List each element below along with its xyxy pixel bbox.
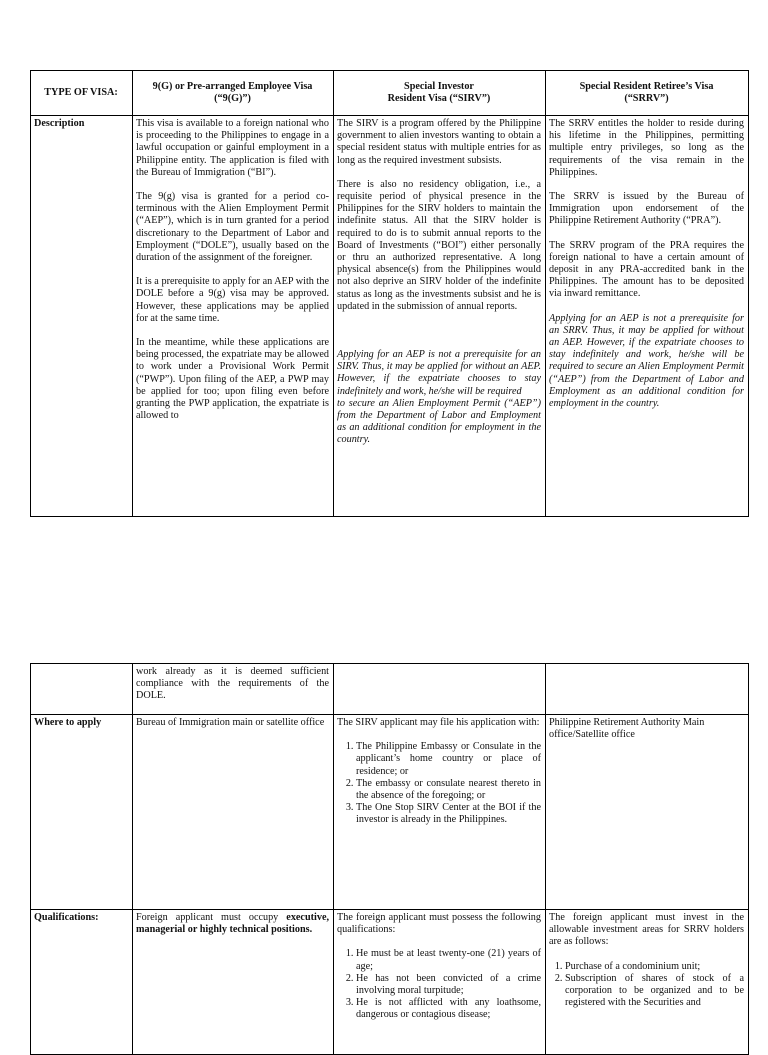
sirv-description-para: The SIRV is a program offered by the Philippine government to alien investors wanting to obtain a special resident status with multiple entries for as long as the required investment subsists. <box>337 118 541 166</box>
sirv-qual-list <box>337 948 541 1021</box>
sirv-aep-note: Applying for an AEP is not a prerequisite for an SIRV. Thus, it may be applied for without an AEP. However, if the expatriate chooses to stay indefinitely and work, he/she will be required <box>337 349 541 397</box>
srrv-aep-note: Applying for an AEP is not a prerequisite for an SRRV. Thus, it may be applied for without an AEP. However, if the expatriate chooses to stay indefinitely and work, he/she will be required to secure an Alien Employment Permit (“AEP”) from the Department of Labor and Employment as an additional condition for employment in the country. <box>549 312 744 410</box>
srrv-where-to-apply: Philippine Retirement Authority Main office/Satellite office <box>546 715 749 910</box>
type-of-visa-header: TYPE OF VISA: <box>31 71 133 116</box>
description-label: Description <box>31 116 133 517</box>
list-item: 1. Purchase of a condominium unit; <box>565 961 744 973</box>
list-item: 1. The Philippine Embassy or Consulate in the applicant’s home country or place of residence; or <box>356 741 541 778</box>
header-row <box>31 71 749 116</box>
list-item: 3. The One Stop SIRV Center at the BOI if the investor is already in the Philippines. <box>356 802 541 826</box>
sirv-aep-note-cont: to secure an Alien Employment Permit (“AEP”) from the Department of Labor and Employment as an additional condition for employment in the country. <box>337 397 541 446</box>
srrv-qualifications <box>546 910 749 1055</box>
list-item: 3. He is not afflicted with any loathsome, dangerous or contagious disease; <box>356 997 541 1021</box>
nine-g-description-para: The 9(g) visa is granted for a period co-terminous with the Alien Employment Permit (“AEP”), which is in turn granted for a period discretionary to the Department of Labor and Employment (“DOLE”), usually based on the duration of the assignment of the foreigner. <box>136 191 329 264</box>
nine-g-description-para: This visa is available to a foreign national who is proceeding to the Philippines to engage in a lawful occupation or gainful employment in a Philippine entity. The application is filed with the Bureau of Immigration (“BI”). <box>136 118 329 178</box>
srrv-header: Special Resident Retiree’s Visa (“SRRV”) <box>546 71 749 116</box>
sirv-qual-intro: The foreign applicant must possess the following qualifications: <box>337 912 541 936</box>
sirv-where-to-apply <box>334 715 546 910</box>
srrv-qual-list <box>549 961 744 1010</box>
nine-g-description-para: It is a prerequisite to apply for an AEP with the DOLE before a 9(g) visa may be approved. However, these applications may be applied for at the same time. <box>136 276 329 324</box>
list-item: 2. Subscription of shares of stock of a corporation to be organized and to be registered with the Securities and <box>565 973 744 1010</box>
srrv-description-para: The SRRV entitles the holder to reside during his lifetime in the Philippines, permitting multiple entry privileges, so long as the requirements of the visa remain in the Philippines. <box>549 118 744 178</box>
sirv-header: Special Investor Resident Visa (“SIRV”) <box>334 71 546 116</box>
nine-g-description-continued: work already as it is deemed sufficient compliance with the requirements of the DOLE. <box>133 664 334 715</box>
continuation-label-empty <box>31 664 133 715</box>
qualifications-label: Qualifications: <box>31 910 133 1055</box>
visa-table-page-1 <box>30 70 749 517</box>
sirv-qualifications <box>334 910 546 1055</box>
nine-g-where-to-apply: Bureau of Immigration main or satellite office <box>133 715 334 910</box>
srrv-continuation-empty <box>546 664 749 715</box>
sirv-where-intro: The SIRV applicant may file his application with: <box>337 717 540 728</box>
visa-table-page-2 <box>30 663 749 1055</box>
srrv-description-para: The SRRV program of the PRA requires the foreign national to have a certain amount of deposit in any PRA-accredited bank in the Philippines. The amount has to be deposited via inward remittance. <box>549 239 744 300</box>
list-item: 1. He must be at least twenty-one (21) years of age; <box>356 948 541 972</box>
qualifications-row <box>31 910 749 1055</box>
continuation-row <box>31 664 749 715</box>
list-item: 2. He has not been convicted of a crime involving moral turpitude; <box>356 973 541 997</box>
description-row <box>31 116 749 517</box>
sirv-where-list <box>337 741 541 826</box>
nine-g-description <box>133 116 334 517</box>
srrv-description-para: The SRRV is issued by the Bureau of Immigration upon endorsement of the Philippine Retirement Authority (“PRA”). <box>549 191 744 227</box>
sirv-description-para: There is also no residency obligation, i.e., a requisite period of physical presence in the Philippines for the SIRV holders to maintain the indefinite status. All that the SIRV holder is required to do is to submit annual reports to the Board of Investments (“BOI”) either personally or thru an authorized representative. A long physical absence(s) from the Philippines would not also deprive an SIRV holder of the indefinite status as long as the investments subsist and he is updated in the submission of annual reports. <box>337 178 541 312</box>
sirv-continuation-empty <box>334 664 546 715</box>
nine-g-qualifications: Foreign applicant must occupy executive, managerial or highly technical positions. <box>133 910 334 1055</box>
srrv-qual-intro: The foreign applicant must invest in the allowable investment areas for SRRV holders are as follows: <box>549 912 744 948</box>
nine-g-description-para: In the meantime, while these applications are being processed, the expatriate may be allowed to work under a Provisional Work Permit (“PWP”). Upon filing of the AEP, a PWP may be applied for too; upon filing even before granting the PWP application, the expatriate is allowed to <box>136 337 329 422</box>
list-item: 2. The embassy or consulate nearest thereto in the absence of the foregoing; or <box>356 778 541 802</box>
sirv-description <box>334 116 546 517</box>
where-to-apply-label: Where to apply <box>31 715 133 910</box>
srrv-description <box>546 116 749 517</box>
nine-g-positions: executive, managerial or highly technical positions. <box>136 912 330 936</box>
nine-g-header: 9(G) or Pre-arranged Employee Visa (“9(G)”) <box>133 71 334 116</box>
where-to-apply-row <box>31 715 749 910</box>
